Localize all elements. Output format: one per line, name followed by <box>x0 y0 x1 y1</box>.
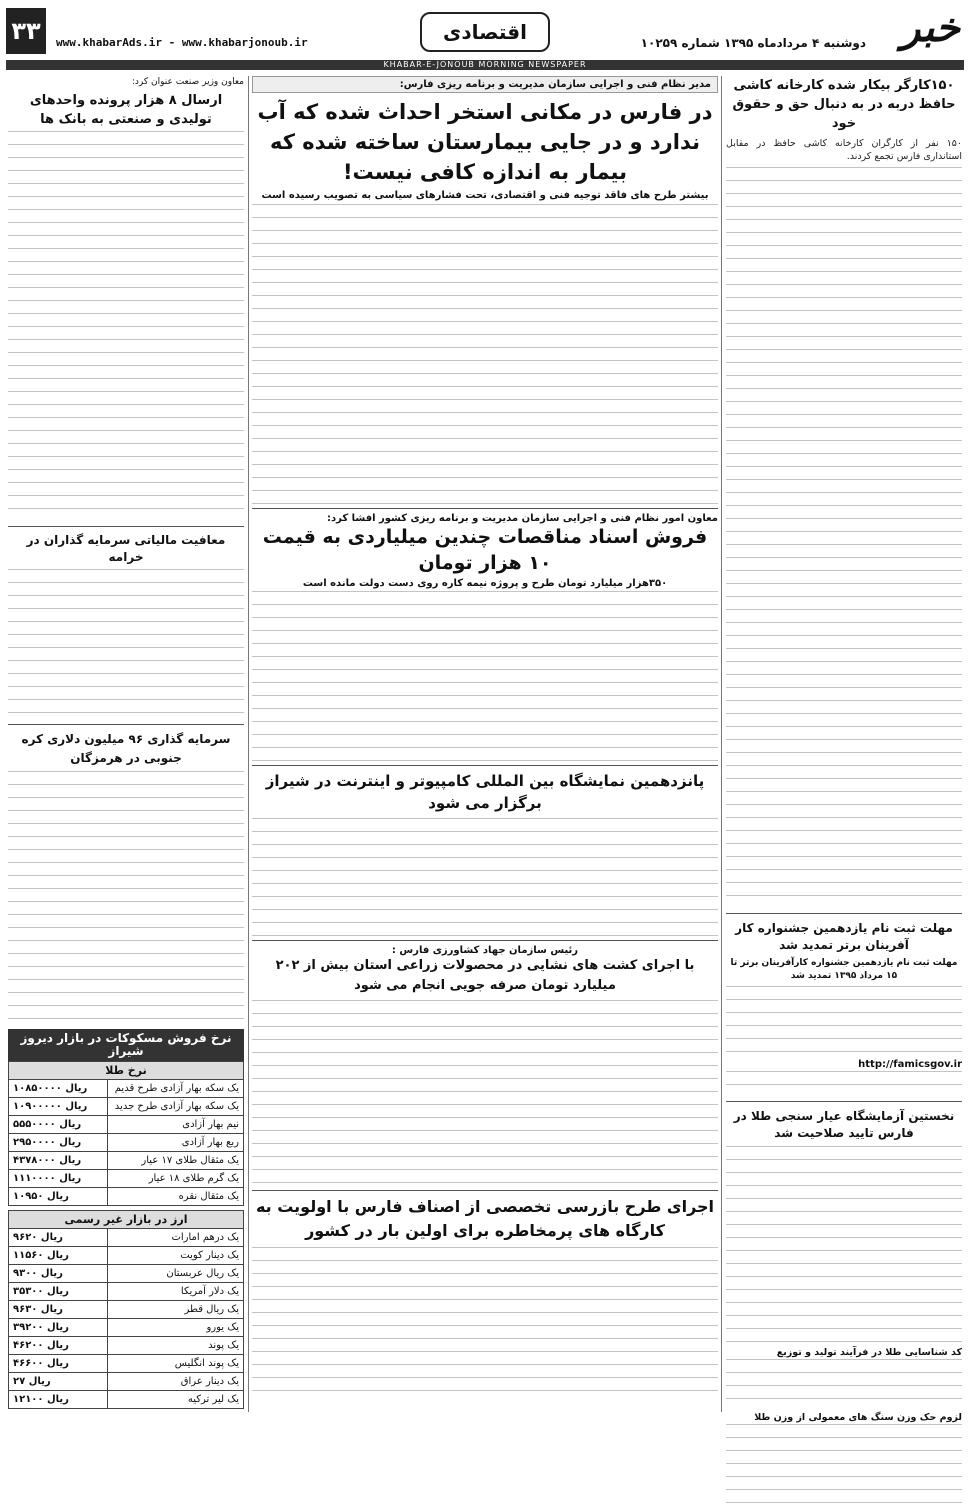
currency-name: یک پوند <box>107 1337 243 1355</box>
article-body <box>726 1071 962 1095</box>
headline: ۱۵۰کارگر بیکار شده کارخانه کاشی حافظ دربه در به دنبال حق و حقوق خود <box>732 78 956 131</box>
divider <box>252 1190 718 1191</box>
currency-price: ۲۷ ریال <box>9 1373 108 1391</box>
masthead <box>6 6 964 60</box>
currency-name: یک پوند انگلیس <box>107 1355 243 1373</box>
currency-price: ۴۶۶۰۰ ریال <box>9 1355 108 1373</box>
divider <box>726 913 962 914</box>
coin-name: یک مثقال نقره <box>107 1188 243 1206</box>
table-row <box>9 1391 244 1409</box>
coin-price: ۱۱۱۰۰۰۰ ریال <box>9 1170 108 1188</box>
gold-price-table <box>8 1079 244 1206</box>
currency-name: یک دینار کویت <box>107 1247 243 1265</box>
coin-price: ۲۹۵۰۰۰۰ ریال <box>9 1134 108 1152</box>
table-row <box>9 1080 244 1098</box>
gold-table-title: نرخ طلا <box>8 1061 244 1079</box>
currency-price: ۹۶۳۰ ریال <box>9 1301 108 1319</box>
lead-paragraph: ۱۵۰ نفر از کارگران کارخانه کاشی حافظ در مقابل استانداری فارس تجمع کردند. <box>726 138 962 162</box>
table-row <box>9 1319 244 1337</box>
coin-price: ۴۳۷۸۰۰۰ ریال <box>9 1152 108 1170</box>
fx-table-title: ارز در بازار غیر رسمی <box>8 1210 244 1228</box>
coin-name: ربع بهار آزادی <box>107 1134 243 1152</box>
currency-name: یک ریال قطر <box>107 1301 243 1319</box>
festival-url[interactable]: http://famicsgov.ir <box>858 1059 962 1070</box>
article-body <box>8 771 244 1021</box>
headline: ارسال ۸ هزار پرونده واحدهای تولیدی و صنعتی به بانک ها <box>29 93 223 127</box>
table-row <box>9 1116 244 1134</box>
subheading: لزوم حک وزن سنگ های معمولی از وزن طلا <box>754 1412 962 1423</box>
article-body <box>726 1359 962 1411</box>
story-kicker: رئیس سازمان جهاد کشاورزی فارس : <box>391 945 579 956</box>
story-kicker: مدیر نظام فنی و اجرایی سازمان مدیریت و برنامه ریزی فارس: <box>252 76 718 93</box>
article-body <box>252 1247 718 1397</box>
table-row <box>9 1170 244 1188</box>
currency-price: ۱۱۵۶۰ ریال <box>9 1247 108 1265</box>
currency-price: ۱۲۱۰۰ ریال <box>9 1391 108 1409</box>
story-deck: مهلت ثبت نام یازدهمین جشنواره کارآفرینان برتر تا ۱۵ مرداد ۱۳۹۵ تمدید شد <box>730 958 958 981</box>
article-body <box>8 131 244 521</box>
currency-name: یک ریال عربستان <box>107 1265 243 1283</box>
article-body <box>8 569 244 719</box>
price-box <box>8 1029 244 1409</box>
coin-price: ۱۰۹۰۰۰۰۰ ریال <box>9 1098 108 1116</box>
story-headline: با اجرای کشت های نشایی در محصولات زراعی استان بیش از ۲۰۲ میلیارد تومان صرفه جویی انجام می شود <box>275 958 695 993</box>
divider <box>8 526 244 527</box>
currency-price: ۳۹۲۰۰ ریال <box>9 1319 108 1337</box>
currency-price: ۹۳۰۰ ریال <box>9 1265 108 1283</box>
article-body <box>726 986 962 1058</box>
table-row <box>9 1301 244 1319</box>
story-headline: مهلت ثبت نام یازدهمین جشنواره کار آفرینان برتر تمدید شد <box>735 921 953 952</box>
coin-price: ۱۰۸۵۰۰۰۰ ریال <box>9 1080 108 1098</box>
article-body <box>252 818 718 936</box>
story-headline: معافیت مالیاتی سرمایه گذاران در خرامه <box>26 533 226 564</box>
story-deck: ۳۵۰هزار میلیارد تومان طرح و پروژه نیمه کاره روی دست دولت مانده است <box>302 578 668 589</box>
article-body <box>252 1000 718 1186</box>
table-row <box>9 1373 244 1391</box>
story-kicker: معاون وزیر صنعت عنوان کرد: <box>131 77 244 87</box>
coin-price: ۱۰۹۵۰ ریال <box>9 1188 108 1206</box>
right-column <box>726 76 962 1423</box>
table-row <box>9 1283 244 1301</box>
story-headline: سرمایه گذاری ۹۶ میلیون دلاری کره جنوبی در هرمزگان <box>21 732 231 765</box>
story-deck: بیشتر طرح های فاقد توجیه فنی و اقتصادی، تحت فشارهای سیاسی به تصویب رسیده است <box>261 190 709 201</box>
table-row <box>9 1355 244 1373</box>
column-divider <box>721 76 722 1412</box>
table-row <box>9 1152 244 1170</box>
currency-name: یک دلار آمریکا <box>107 1283 243 1301</box>
divider <box>726 1101 962 1102</box>
story-headline: نخستین آزمایشگاه عیار سنجی طلا در فارس تایید صلاحیت شد <box>733 1109 955 1140</box>
subheading: کد شناسایی طلا در فرآیند تولید و توزیع <box>776 1347 962 1358</box>
divider <box>252 508 718 509</box>
left-column <box>8 76 244 1412</box>
story-headline: فروش اسناد مناقصات چندین میلیاردی به قیمت ۱۰ هزار تومان <box>262 526 708 574</box>
currency-name: یک یورو <box>107 1319 243 1337</box>
coin-name: نیم بهار آزادی <box>107 1116 243 1134</box>
article-body <box>726 1146 962 1346</box>
table-row <box>9 1265 244 1283</box>
website-link[interactable]: www.khabarAds.ir - www.khabarjonoub.ir <box>56 36 308 49</box>
section-title: اقتصادی <box>420 12 550 52</box>
article-body <box>252 591 718 761</box>
column-divider <box>248 76 249 1412</box>
newspaper-logo: خبر <box>901 4 960 51</box>
currency-name: یک لیر ترکیه <box>107 1391 243 1409</box>
page-number: ۳۳ <box>6 8 46 54</box>
issue-date-line: دوشنبه ۴ مردادماه ۱۳۹۵ شماره ۱۰۲۵۹ <box>640 36 866 50</box>
currency-name: یک دینار عراق <box>107 1373 243 1391</box>
story-kicker: معاون امور نظام فنی و اجرایی سازمان مدیریت و برنامه ریزی کشور افشا کرد: <box>326 513 718 524</box>
article-body <box>726 1424 962 1504</box>
table-row <box>9 1134 244 1152</box>
table-row <box>9 1247 244 1265</box>
table-row <box>9 1229 244 1247</box>
currency-price: ۹۶۲۰ ریال <box>9 1229 108 1247</box>
masthead-banner: KHABAR-E-JONOUB MORNING NEWSPAPER <box>6 60 964 70</box>
story-headline: پانزدهمین نمایشگاه بین المللی کامپیوتر و اینترنت در شیراز برگزار می شود <box>265 772 705 812</box>
center-column <box>252 76 718 1412</box>
fx-price-table <box>8 1228 244 1409</box>
coin-name: یک گرم طلای ۱۸ عیار <box>107 1170 243 1188</box>
table-row <box>9 1188 244 1206</box>
table-row <box>9 1098 244 1116</box>
story-headline: اجرای طرح بازرسی تخصصی از اصناف فارس با اولویت به کارگاه های پرمخاطره برای اولین بار در کشور <box>255 1197 715 1240</box>
coin-price: ۵۵۵۰۰۰۰ ریال <box>9 1116 108 1134</box>
price-box-title: نرخ فروش مسکوکات در بازار دیروز شیراز <box>8 1029 244 1061</box>
divider <box>252 765 718 766</box>
article-body <box>252 204 718 504</box>
divider <box>8 724 244 725</box>
coin-name: یک سکه بهار آزادی طرح جدید <box>107 1098 243 1116</box>
lead-headline: در فارس در مکانی استخر احداث شده که آب ندارد و در جایی بیمارستان ساخته شده که بیمار به اندازه کافی نیست! <box>257 100 713 184</box>
table-row <box>9 1337 244 1355</box>
coin-name: یک مثقال طلای ۱۷ عیار <box>107 1152 243 1170</box>
divider <box>252 940 718 941</box>
article-body <box>726 167 962 907</box>
coin-name: یک سکه بهار آزادی طرح قدیم <box>107 1080 243 1098</box>
currency-price: ۳۵۳۰۰ ریال <box>9 1283 108 1301</box>
currency-name: یک درهم امارات <box>107 1229 243 1247</box>
currency-price: ۴۶۲۰۰ ریال <box>9 1337 108 1355</box>
